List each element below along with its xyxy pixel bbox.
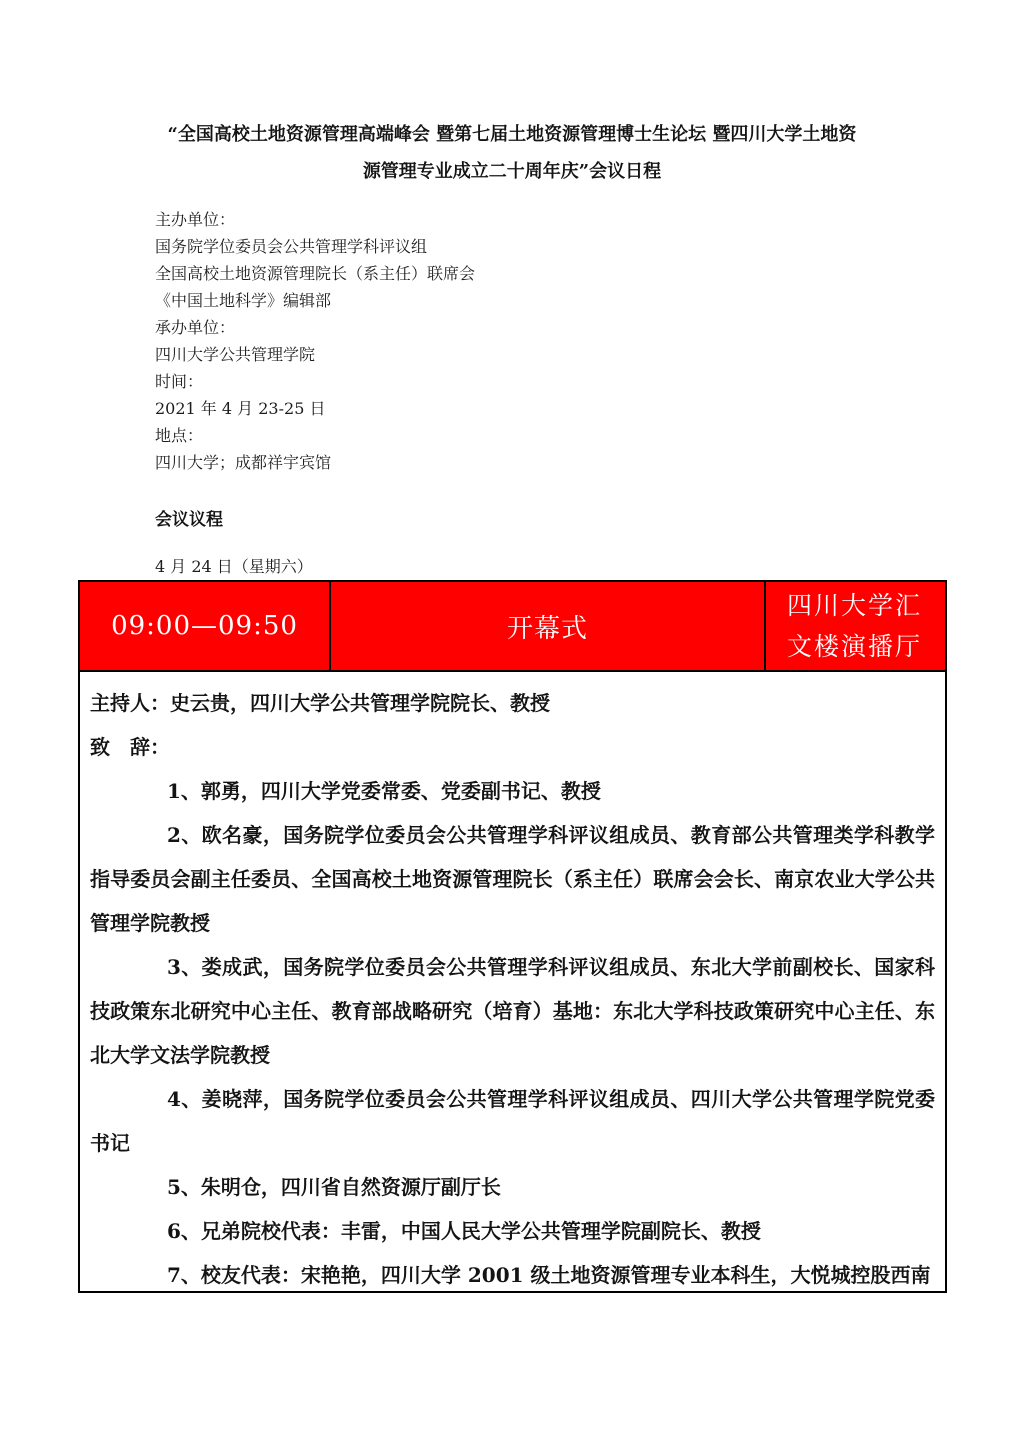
- session-detail-paragraph: 5、朱明仓，四川省自然资源厅副厅长: [167, 1175, 501, 1199]
- meta-info-line: 主办单位：: [155, 210, 236, 229]
- session-detail-paragraph: 主持人：史云贵，四川大学公共管理学院院长、教授: [90, 691, 550, 715]
- session-venue-line-2: 文楼演播厅: [786, 632, 922, 661]
- meta-info-line: 承办单位：: [155, 318, 236, 337]
- document-title-line-2: 源管理专业成立二十周年庆”会议日程: [362, 161, 662, 182]
- meta-info-line: 2021 年 4 月 23-25 日: [155, 399, 326, 418]
- meta-info-line: 地点：: [155, 426, 204, 445]
- session-details-cell: [78, 672, 947, 1293]
- meta-info-line: 四川大学；成都祥宇宾馆: [155, 453, 332, 472]
- session-time-cell: 09:00—09:50: [80, 582, 331, 670]
- agenda-date: 4 月 24 日（星期六）: [155, 557, 313, 576]
- session-detail-paragraph: 3、娄成武，国务院学位委员会公共管理学科评议组成员、东北大学前副校长、国家科技政策东北研究中心主任、教育部战略研究（培育）基地：东北大学科技政策研究中心主任、东北大学文法学院教授: [90, 955, 935, 1067]
- schedule-table: [78, 580, 947, 1293]
- session-name-cell: 开幕式: [331, 582, 766, 670]
- session-venue-line-1: 四川大学汇: [786, 591, 922, 620]
- session-detail-paragraph: 致 辞：: [90, 735, 170, 759]
- meta-info-line: 时间：: [155, 372, 204, 391]
- session-detail-paragraph: 2、欧名豪，国务院学位委员会公共管理学科评议组成员、教育部公共管理类学科教学指导委员会副主任委员、全国高校土地资源管理院长（系主任）联席会会长、南京农业大学公共管理学院教授: [90, 823, 935, 935]
- meta-info-line: 全国高校土地资源管理院长（系主任）联席会: [155, 264, 476, 283]
- session-venue-cell: [766, 582, 943, 670]
- meta-info-line: 《中国土地科学》编辑部: [155, 291, 332, 310]
- document-title-line-1: “全国高校土地资源管理高端峰会 暨第七届土地资源管理博士生论坛 暨四川大学土地资: [167, 124, 857, 145]
- meta-info-line: 国务院学位委员会公共管理学科评议组: [155, 237, 428, 256]
- session-detail-paragraph: 6、兄弟院校代表：丰雷，中国人民大学公共管理学院副院长、教授: [167, 1219, 761, 1243]
- agenda-heading: 会议议程: [155, 510, 223, 530]
- meta-info-line: 四川大学公共管理学院: [155, 345, 316, 364]
- session-detail-paragraph: 7、校友代表：宋艳艳，四川大学 2001 级土地资源管理专业本科生，大悦城控股西南: [167, 1263, 931, 1287]
- session-detail-paragraph: 1、郭勇，四川大学党委常委、党委副书记、教授: [167, 779, 601, 803]
- schedule-header-row: [78, 580, 947, 672]
- session-detail-paragraph: 4、姜晓萍，国务院学位委员会公共管理学科评议组成员、四川大学公共管理学院党委书记: [90, 1087, 935, 1155]
- meta-info-block: [155, 206, 795, 476]
- document-title: [80, 116, 944, 190]
